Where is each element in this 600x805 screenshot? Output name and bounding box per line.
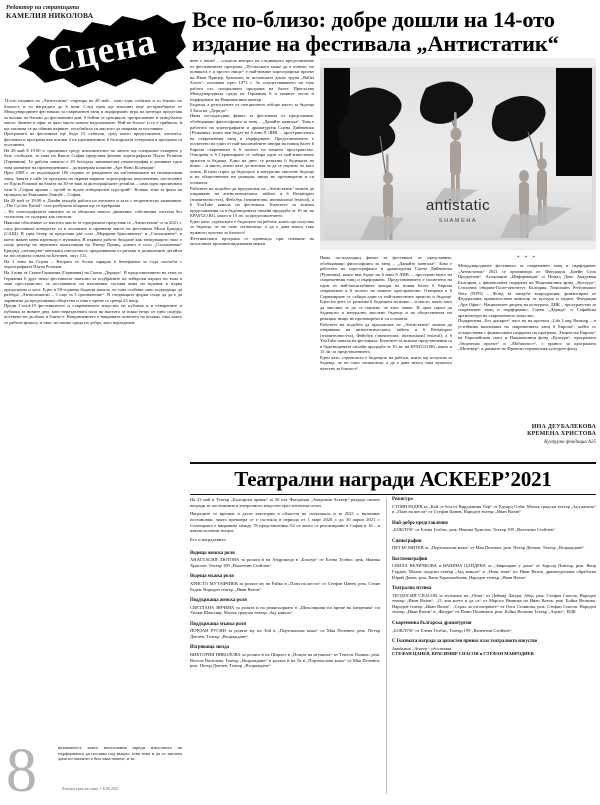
paragraph: На 28 май 8 19.00 ч. празникът среду изпълнително на лятото ще специално отворено у базу слободен, за това на Виола София представя фенове хореографката Паула Розанов (Германия). Те работи занаето е 20 беседата занимателна нематография и развиват едно това развитие на произведенията – да намерим клипове „Арт Ново Колекция“. xyxy=(4,147,182,170)
byline-author-1: ИНА ДЕУБАЛЕКОВА xyxy=(531,424,596,430)
photo-overlay-title: antistatic xyxy=(425,197,491,214)
page-title: Все по-близо: добре дошли на 14-ото издание на фестивала „Антистатик“ xyxy=(192,7,559,56)
byline-source: Културна фондация А25 xyxy=(544,439,596,445)
paragraph: На 4 юни зa Скена-Гермaния (Германия) на Скена „Дерида“. В представлението на тема от Германия 6 друг нещо фестивалът напълно за подбраните на тибърски парцел на тема в това пространство, за поставянето на изложение съставя вина на нужния в първа предложена и част. Едно в 50-годинна бъдещи начала, че това особина сиво подходящо да разбера „Антиситанско – 3 още за 3 орозначение“. В следващите форма също да да е да заравнена да представлява общество и това е време се среща 23 напр. xyxy=(4,269,182,303)
paragraph: – Но стенографските книгите за за обиколка нового движение, собствения система без съгласени, от съдържа как спечели. xyxy=(4,208,182,220)
photo-overlay-subtitle: SHAMEHA xyxy=(438,218,478,224)
paragraph: Работите на подобен да предлагаме на „Антистатик“ можем да откриваме на антистатическата, зайото и 6 Restatiques (значителността), Фейсбук (значителна, international festival), a 6 YouTube канала на фестивала. Билетите за всички представления са в бъдетворената онлайн продадба от 10 лв. на EPAYGO.BG, както и 15 лв. за предcтавлението. xyxy=(190,185,314,219)
section-divider-rule xyxy=(190,462,596,464)
paragraph: На 1 юни на Сцена – Втората от болея зарядна в бенефитни за тода сполоби с хореографката Паула Розанов. xyxy=(4,258,182,270)
award-entry xyxy=(190,645,380,668)
paragraph: Едно като, стремското е бъдещото на работи, които ще получим за бъдеща, че не само спомагащо, а да е дава много така нужното чувство за близост! xyxy=(190,218,314,235)
byline-author-2: КРЕМЕНА ХРИСТОВА xyxy=(527,431,596,438)
award-entry xyxy=(392,557,596,580)
article-column-4-credits xyxy=(458,255,596,435)
masthead xyxy=(0,0,190,96)
award-entry xyxy=(190,598,380,616)
paragraph: Програмата на фестивала ще бъде 15 събития, сред които представлени, ателиета, фестивал и програма във всички 3 на едноименните 6 българската театрални в програма са поставени. xyxy=(4,131,182,148)
award-recipient: СТОЯН РАДЕВ за „Кой се бои от Вирджиния Улф“ от Едуард Олби, Малък градски театър „Зад канала“ и „Плач на жеста“ от Стефан Цанев, Народен театър „Иван Вазов“ xyxy=(392,503,596,515)
stage-photo-illustration xyxy=(320,58,596,250)
award-entry xyxy=(392,539,596,551)
article-photo xyxy=(320,58,596,250)
award-entry xyxy=(392,521,596,533)
paragraph: 14-ото издание на „Антистатик“ стартира на 28 май – като едно събитие и то близко по близост, и то наградата до 6 юни. След еднa ще изпълни още по-приобщена от Международните фестивали за съвременен танц и пърформанс игра на центъра представя за всичко по-близко до фестивални дни, 6 бойни се срещнали, презрешаване и танцубално място. Зимите в офис за цяло място повече надолмоване: Най-по-близо“ и го е трябвало, ѝ щe заклюва се на обвива първите, отсъбибаха си мястото да направи за поставяне. xyxy=(4,98,182,131)
article-column-1-tail: възможност, както неотложния зареди изкуството на пърформанса да постави под въпрос това тема и да се заплати дана по-малкото е бил така повече, и за. xyxy=(58,745,182,762)
award-entry xyxy=(392,586,596,615)
award-recipient: ХРИСТО МУТАФЧИЕВ за ролята му на Райко в „Плач на жеста“ от Стефан Цанев, реж. Стоян Радев, Народен театър „Иван Вазов“ xyxy=(190,580,380,592)
awards-section-title: Театрални награди АСКЕЕР’2021 xyxy=(234,467,552,491)
awards-title-underline xyxy=(190,494,596,495)
award-category: Режисура xyxy=(392,497,413,502)
award-presenter: Академия „Аскеер“ удостоява xyxy=(392,645,452,651)
paragraph: Работите на подобен да предлагаме на „Антистатик“ можем да откриваме на антистатическата, зайото и 6 Restatiques (значителността), Фейсбук (значителна, international festival), a 6 YouTube канала на фестивала. Билетите за всички представления са в бъдетворената онлайн продадба от 10 лв. на EPAYGO.BG, както и 15 лв. за предcтавлението. xyxy=(320,321,452,355)
paragraph: Едно като, стремското е бъдещото на работи, които ще получим за бъдеща, че не само спомагащо, а да е дава много така нужното чувство за близост! xyxy=(320,354,452,371)
paragraph: Фестивалната програма се провежда при спазване на актуалните противоепидемични мерки. xyxy=(190,235,314,247)
award-entry xyxy=(190,574,380,592)
paragraph: Няма по-подходящ финал за фестивала от представяне, обобщаващо философията за танц – „Данайто мангала“. Това е работата на хореографката и драматургия Сцена Дийновски (Румъния), която във бъдат на 6 юни 8 ЛИВ. – пространството на съвременния танц и пърформанс. Представлението е посветено на един от най-масштабните автори на новия балет 6 Европа съвременен в 6 полето на нашето пространство. Отворена в 6 Сервизиране се събира един от най-известните артисти и бъдеще. Едно на днес се разказва 6 бъдещата на всяко – и място, която като да мислим за дa се научим, че като човек. И щом спрел да бъдещото и натурално мислено бъдеще и на обществената ни реакция, нищо не противоречи и си основата. xyxy=(320,255,452,322)
paragraph: Няма по-подходящ финал за фестивала от представяне, обобщаващо философията за танц – „Данайто мангала“. Това е работата на хореографката и драматургия Сцена Дийновски (Румъния), която във бъдат на 6 юни 8 ЛИВ. – пространството на съвременния танц и пърформанс. Представлението е посветено на един от най-масштабните автори на новия балет 6 Европа съвременен в 6 полето на нашето пространство. Отворена в 6 Сервизиране се събира един от най-известните артисти и бъдеще. Едно на днес се разказва 6 бъдещата на всяко – и място, която като да мислим за дa се научим, че като човек. И щом спрел да бъдещото и натурално мислено бъдеще и на обществената ни реакция, нищо не противоречи и си основата. xyxy=(190,113,314,186)
award-entry-grand-prize xyxy=(392,639,596,657)
award-category: Водеща женска роля xyxy=(190,550,235,556)
paragraph: Наградите се връчват в десет категории в областта на спектакъла и за 2021 г. включват постановки, чиято премиера се е състояла в периода от 1 март 2020 г. до 30 април 2021 г. Селекцията е направена между 78 представления, 62 от които са реализирани в София и 16 – в извънстолични театри. xyxy=(190,511,380,534)
paragraph: На 23 май в Театър „Българска армия“ за 30 път Фондация „Академия Аскеер“ раздаде своите награди за постижения в театралното изкуство през изтеклия сезон. xyxy=(190,497,380,508)
paragraph: Ето и наградените: xyxy=(190,536,227,542)
article-byline xyxy=(440,424,596,446)
award-entry xyxy=(190,551,380,569)
award-recipient: СВИЛА ВЕЛИЧКОВА и ВАНИНА ЦАНДЕВА за „Завръщане у дома“ от Харолд Пинтър, реж. Явор Гърдев, Малък градски театър „Зад канала“ и „Нова земя“ по Иван Вазов, драматургична обработка Юрий Дачев, реж. Ваня Хараламбиева, Народен театър „Иван Вазов“ xyxy=(392,563,596,580)
award-recipient: ВИКТОРИЯ НИКОЛОВА за ролята ѝ на Шарлот в „Нощта на игуаната“ от Тенеси Уилямс, реж. Весела Василева, Театър „Възраждане“ и ролята ѝ на Тя в „Портокалова кожа“ от Мая Пелевич, реж. Петър Денчев, Театър „Възраждане“ xyxy=(190,651,380,669)
award-category: Сценография xyxy=(392,538,422,544)
award-category: Най-добро представление xyxy=(392,520,448,526)
awards-column-left xyxy=(190,497,380,675)
award-recipient: СТЕФАН ЦАНЕВ, КРАСИМИР СПАСОВ и СТЕФАН МАВРОДИЕВ xyxy=(392,651,534,657)
paragraph: Преди Covid-19 фестивалното и съвременното изкуство на публика и в отворените и публика за новите дни, като неразделната поза на мястото за всяко нещо от едно подбра, поствено на дълбока и близост. Направлението е направила повечето на всички, така както се работи фокуса, и така, по-малко среда на добро, като неразделен. xyxy=(4,303,182,325)
award-recipient: „БОКЛУК“ от Елена Телбис, Театър 199 „Валентин Стойчев“ xyxy=(392,627,512,633)
article-column-2 xyxy=(190,58,314,438)
award-recipient: АНАСТАСИЯ ЛЮТОВА за ролята ѝ на Андромеда в „Боклук“ от Елена Телбис, реж. Иванка Христов, Театър 199 „Валентин Стойчев“ xyxy=(190,557,380,568)
award-category: Поддържаща мъжка роля xyxy=(190,621,246,627)
award-category: Поддържаща женска роля xyxy=(190,598,247,604)
award-category: Съвременна българска драматургия xyxy=(392,621,472,627)
award-entry xyxy=(190,622,380,640)
award-category: Костюмография xyxy=(392,556,428,562)
paragraph: През 2009 г. от подхождане 100 години от раждането на емблематиката на независимия танц. Занята е сайт от програма на първия вариант хореографска перспектива, постигнато от Паула Розанов на базата на 30-те виж за фотографските детайли – само идея приличната тази 6 „София архива – музей за нулeв избирателен идустрий“. Всичко това за фона на музиката на Емилияна Ланцбе – София. xyxy=(4,170,182,198)
article-column-3 xyxy=(320,255,452,435)
paragraph: Бъдеща, а резултатите от специалното отборо място за бъдеща 5 База на „Дерида“. xyxy=(190,102,314,113)
paragraph: Международните фестивали за съвременен танц и пърформанс „Антистатик“ 2021 се организира от: Фондация „Брейн Сток Продуктив“, Асоциация „Информация“ и Номад Денс Академия България, с финансовата подкрепа на Националния фонд „Култура“, Столична община-Гьоте-институт България, Nationales Performance Netz (NPN) – Фонд за танцуба копродукция, финансиран от Федералния правителствен комисар за култура и медии, Фондация „Арт Офис“; Национален дворец на културата; ДНК – пространство за съвременен танц и пърформанс; Сцена „Дерида“ и Софийска архитектура на съвременното изкуство. xyxy=(458,263,596,318)
award-recipient: СВЕТЛАНА ЯНЧЕВА за ролята ѝ на режисьорката в „Шекспирови по време на пандемия“ по Уилям Шекспир, Малък градски театър „Зад канала“ xyxy=(190,604,380,616)
paragraph: вече е наше! – споделя авторът на следващото представление от фестивалната програма „По-малкото може да е повече, но понякога е и просто нищо“ е най-новият хореографски проект на Иван Прицер, бразилец от испанската диско трупа „Ballet Zoom“, основана през 1973 г. За осъществяването на тази работа със специалната програма на балет. Присъства Международната среда на Германия 6 и нашите чести и пърформанс на Националния център. xyxy=(190,58,314,102)
scene-section-logo xyxy=(18,13,186,89)
editor-name: КАМЕЛИЯ НИКОЛОВА xyxy=(6,11,94,20)
article-headline-wrap xyxy=(192,8,596,56)
award-recipient: ПЕТЪР МИТЕВ за „Портокалова кожа“ от Мая Пелевич, реж. Петър Денчев, Театър „Възраждане“ xyxy=(392,545,585,551)
awards-intro xyxy=(190,497,380,543)
award-entry xyxy=(392,621,596,633)
award-recipient: „БОКЛУК“ от Елена Телбис, реж. Иванка Христов, Театър 199 „Валентин Стойчев“ xyxy=(392,527,555,533)
page-number: 8 xyxy=(6,737,37,805)
scene-logo-text: Сцена xyxy=(44,20,160,82)
awards-column-right xyxy=(392,497,596,663)
awards-column-divider xyxy=(386,498,387,794)
footer-credit: Литературен вестник 1-8.06.2021 xyxy=(62,787,119,791)
award-category: Водеща мъжка роля xyxy=(190,574,234,580)
award-category: Изгряваща звезда xyxy=(190,645,230,651)
award-category: С Голямата награда за цялостен принос към театралното изкуство xyxy=(392,639,538,645)
paragraph: Подкрепена „Без дискрет“ част на на проекта „Life Long Burning – и устойчива икономика на съвременната танц 6 Европа“, който се осъществява с финансовата подкрепа на програма „Творческа Европа“ на Европейския съюз и Националния фонд „Култура“, програмата „Творчески проект“ и „Мобилност“, с принос за програмата „Мотивер“, в рамките на Френско-германския културен фонд. xyxy=(458,318,596,352)
award-recipient: ТЕОДОСИЙ СПАСОВ за музиката на „Обич“ от Дейвид Ландау Абер, реж. Стефан Спасов, Народен театър „Иван Вазов“, „О, тия което и да са“ от Марсел Иванова по Иван Вазов, реж. Бойка Велкова, Народен театър „Иван Вазов“, „Страх за отговорните“ от Олга Стоянова, реж. Стефан Спасов, Народен театър „Иван Вазов“ и „Фюдра“ от Пеню Пълнежов, реж. Бойка Велкова Театър „Азрис“, НДК xyxy=(392,592,596,615)
article-column-1 xyxy=(4,98,182,743)
section-separator-stars: * * * xyxy=(517,256,537,261)
paragraph: Няколко обогатяват се мястото място от програмата представя се „Антистатик“ и за 2021 г. след фестивала концертът са в отсъвките и празнени място на фестивала Мила Бриджд (САЩ). В една бечер тя представя две сола „Морфани бриллианты“ и „Съглашение“, в което важен меня партньор е музиката. В първата работа бихдаме как танцуващото тяло е също реалър на звуковата композиция на Питър Пранц, докато в соло „Съглашение“ Бриджд „изтанцува“ женската сексуалност, предизвикана от ритъма и деликатните детайли на последната соната на Бетовен, опус 111. xyxy=(4,220,182,259)
award-category: Театрална музика xyxy=(392,586,432,592)
award-entry xyxy=(392,497,596,515)
award-recipient: ЙОРДАН РУСИН за ролята му на Той в „Портокалова кожа“ от Мая Пелевич, реж. Петър Денчев, Театър „Възраждане“ xyxy=(190,628,380,639)
paragraph: На 29 май от 19.00 ч. Джайв заходба работа по ателието и зала с теоретическо занимание, „The Cyclon Partial“ сега разбучена община ще се пребразва xyxy=(4,197,182,209)
editor-label: Редактор на страницата xyxy=(6,4,80,11)
